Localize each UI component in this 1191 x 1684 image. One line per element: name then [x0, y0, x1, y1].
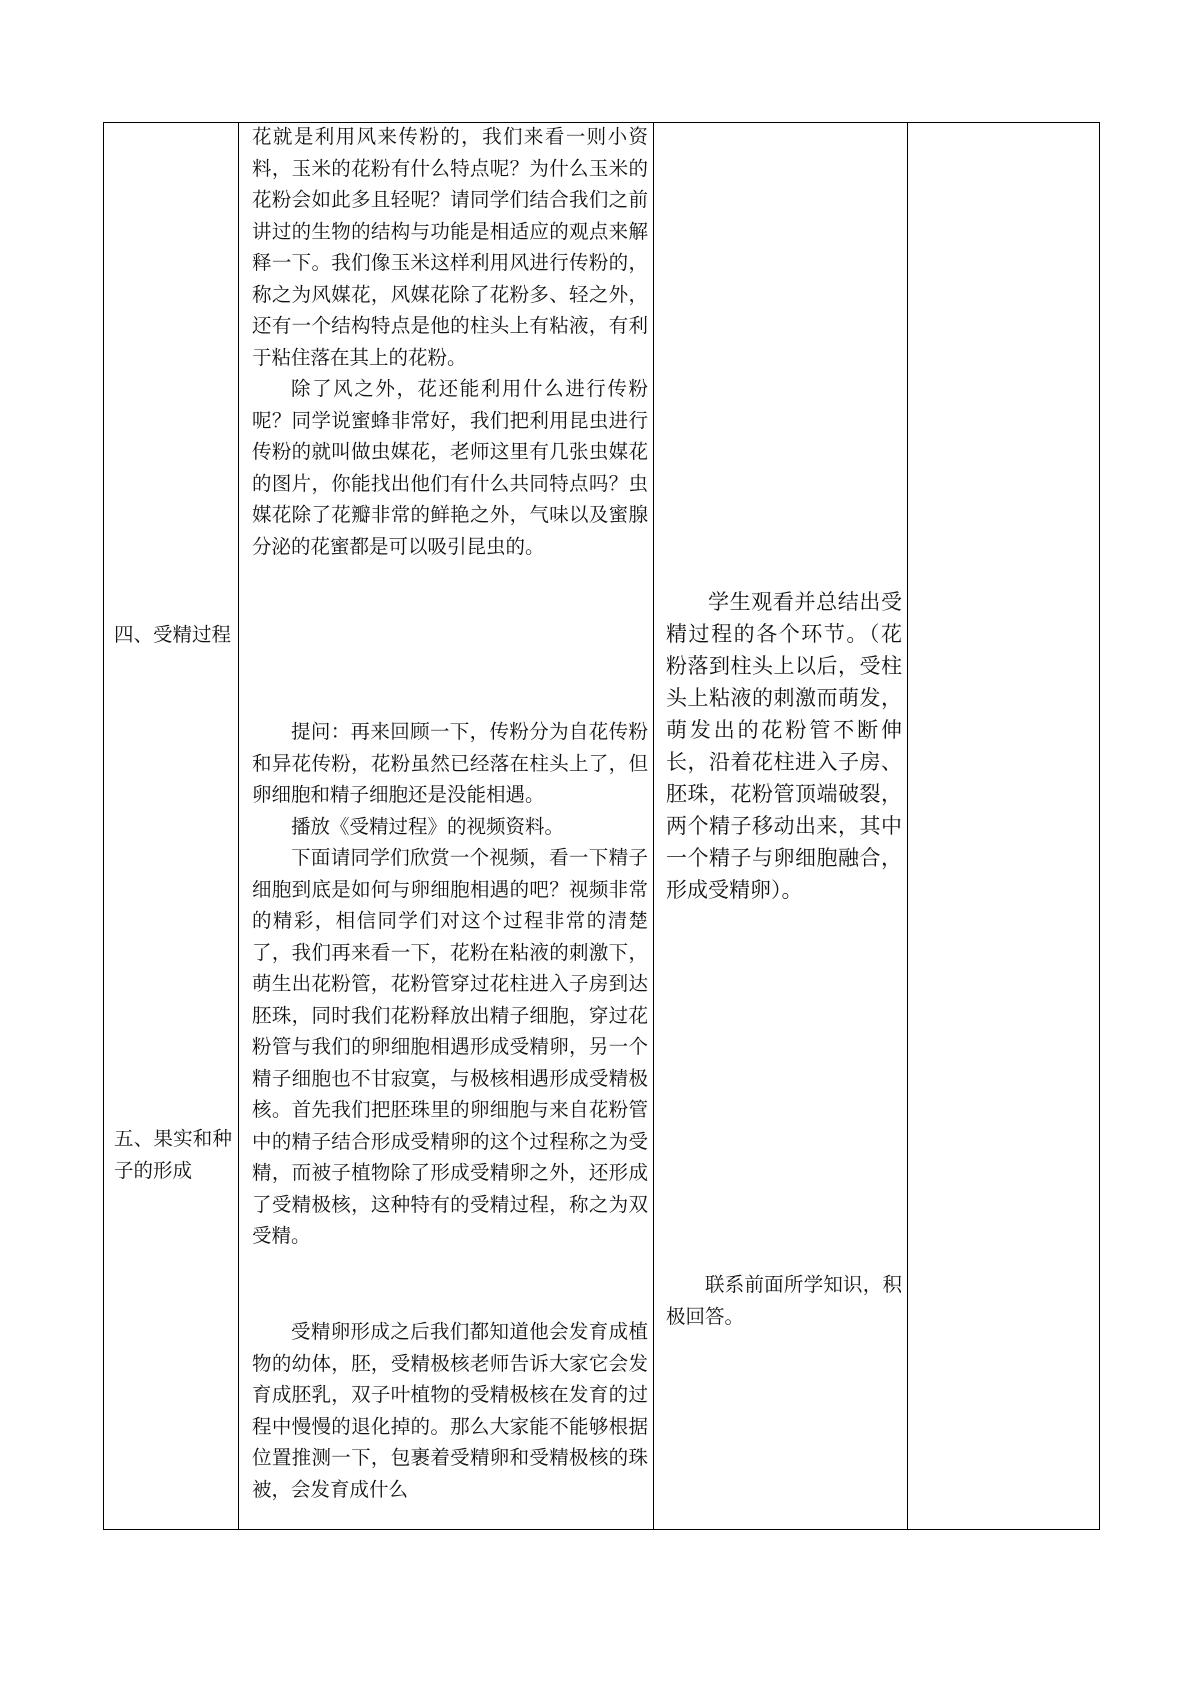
lesson-plan-table: [103, 122, 1100, 1530]
teacher-activity-block-3: [252, 1316, 648, 1505]
student-activity-block-2: [666, 1269, 902, 1332]
column-divider: [238, 123, 239, 1529]
student-activity-block-1: [666, 586, 902, 906]
stage4-text: 四、受精过程: [114, 623, 232, 646]
teacher-paragraph-5: 下面请同学们欣赏一个视频，看一下精子细胞到底是如何与卵细胞相遇的吧？视频非常的精彩，相信同学们对这个过程非常的清楚了，我们再来看一下，花粉在粘液的刺激下，萌生出花粉管，花粉管穿过花柱进入子房到达胚珠，同时我们花粉释放出精子细胞，穿过花粉管与我们的卵细胞相遇形成受精卵，另一个精子细胞也不甘寂寞，与极核相遇形成受精极核。首先我们把胚珠里的卵细胞与来自花粉管中的精子结合形成受精卵的这个过程称之为受精，而被子植物除了形成受精卵之外，还形成了受精极核，这种特有的受精过程，称之为双受精。: [252, 846, 648, 1247]
stage5-text: 五、果实和种子的形成: [114, 1127, 232, 1182]
teacher-paragraph-4: 播放《受精过程》的视频资料。: [291, 814, 565, 838]
teacher-paragraph-1: 花就是利用风来传粉的，我们来看一则小资料，玉米的花粉有什么特点呢？为什么玉米的花粉会如此多且轻呢？请同学们结合我们之前讲过的生物的结构与功能是相适应的观点来解释一下。我们像玉米这样利用风进行传粉的，称之为风媒花，风媒花除了花粉多、轻之外，还有一个结构特点是他的柱头上有粘液，有利于粘住落在其上的花粉。: [252, 125, 648, 369]
column-divider: [907, 123, 908, 1529]
teacher-activity-block-1: [252, 121, 648, 562]
stage-label-fruit-seed: [114, 1123, 232, 1186]
stage-label-fertilization: [114, 619, 232, 651]
teacher-activity-block-2: [252, 716, 648, 1252]
column-divider: [653, 123, 654, 1529]
teacher-paragraph-2: 除了风之外，花还能利用什么进行传粉呢？同学说蜜蜂非常好，我们把利用昆虫进行传粉的就叫做虫媒花，老师这里有几张虫媒花的图片，你能找出他们有什么共同特点吗？虫媒花除了花瓣非常的鲜艳之外，气味以及蜜腺分泌的花蜜都是可以吸引昆虫的。: [252, 377, 648, 558]
student-response-2: 联系前面所学知识，积极回答。: [666, 1273, 902, 1328]
student-response-1: 学生观看并总结出受精过程的各个环节。（花粉落到柱头上以后，受柱头上粘液的刺激而萌发，萌发出的花粉管不断伸长，沿着花柱进入子房、胚珠，花粉管顶端破裂，两个精子移动出来，其中一个精子与卵细胞融合，形成受精卵）。: [666, 590, 902, 902]
teacher-paragraph-3: 提问：再来回顾一下，传粉分为自花传粉和异花传粉，花粉虽然已经落在柱头上了，但卵细胞和精子细胞还是没能相遇。: [252, 720, 648, 806]
teacher-paragraph-6: 受精卵形成之后我们都知道他会发育成植物的幼体，胚，受精极核老师告诉大家它会发育成胚乳，双子叶植物的受精极核在发育的过程中慢慢的退化掉的。那么大家能不能够根据位置推测一下，包裹着受精卵和受精极核的珠被，会发育成什么: [252, 1320, 648, 1501]
